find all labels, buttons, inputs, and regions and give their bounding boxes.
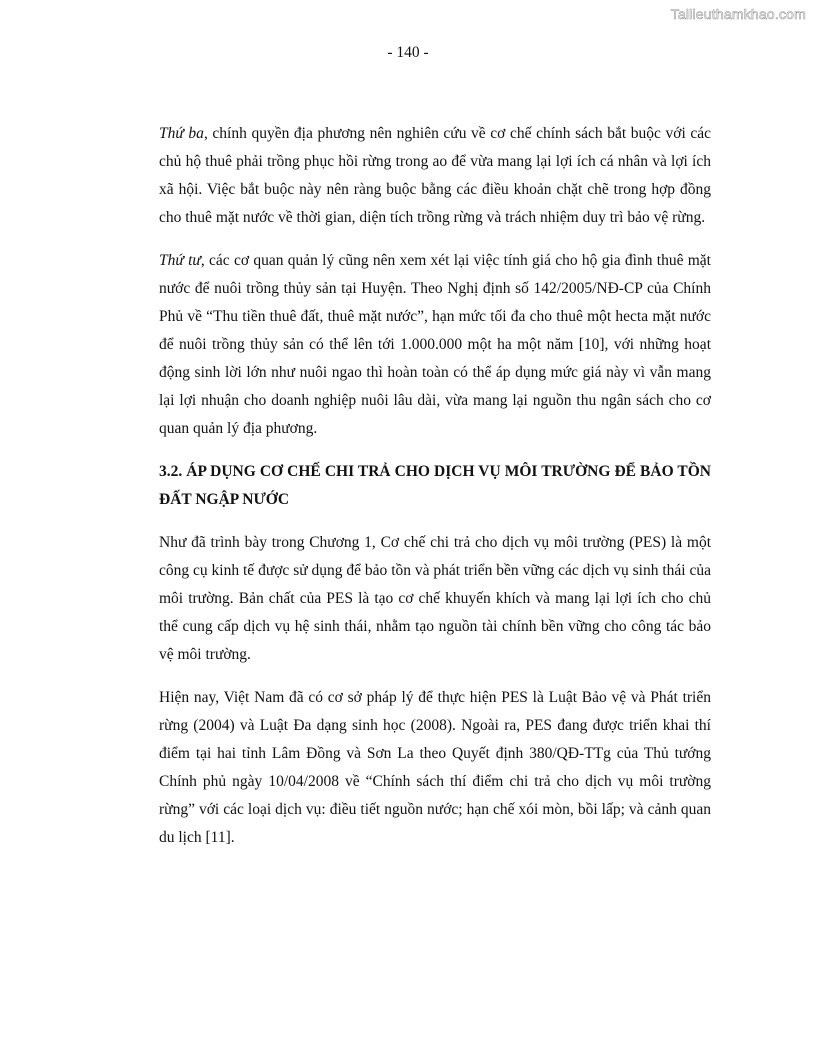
section-heading: 3.2. ÁP DỤNG CƠ CHẾ CHI TRẢ CHO DỊCH VỤ MÔI TRƯỜNG ĐỂ BẢO TỒN ĐẤT NGẬP NƯỚC (159, 463, 711, 508)
paragraph-text: , các cơ quan quản lý cũng nên xem xét lại việc tính giá cho hộ gia đình thuê mặt nước để nuôi trồng thủy sản tại Huyện. Theo Nghị định số 142/2005/NĐ-CP của Chính Phủ về “Thu tiền thuê đất, thuê mặt nước”, hạn mức tối đa cho thuê một hecta mặt nước để nuôi trồng thủy sản có thể lên tới 1.000.000 một ha một năm [10], với những hoạt động sinh lời lớn như nuôi ngao thì hoàn toàn có thể áp dụng mức giá này vì vẫn mang lại lợi nhuận cho doanh nghiệp nuôi lâu dài, vừa mang lại nguồn thu ngân sách cho cơ quan quản lý địa phương. (159, 252, 711, 437)
paragraph-pes-legal: Hiện nay, Việt Nam đã có cơ sở pháp lý để thực hiện PES là Luật Bảo vệ và Phát triển rừng (2004) và Luật Đa dạng sinh học (2008). Ngoài ra, PES đang được triển khai thí điểm tại hai tỉnh Lâm Đồng và Sơn La theo Quyết định 380/QĐ-TTg của Thủ tướng Chính phủ ngày 10/04/2008 về “Chính sách thí điểm chi trả cho dịch vụ môi trường rừng” với các loại dịch vụ: điều tiết nguồn nước; hạn chế xói mòn, bồi lấp; và cảnh quan du lịch [11]. (159, 689, 711, 846)
paragraph-thu-ba (159, 120, 711, 232)
document-body (159, 120, 711, 867)
paragraph-lead: Thứ ba (159, 125, 204, 142)
watermark: Tailieuthamkhao.com (670, 6, 806, 22)
paragraph-text: , chính quyền địa phương nên nghiên cứu về cơ chế chính sách bắt buộc với các chủ hộ thuê phải trồng phục hồi rừng trong ao để vừa mang lại lợi ích cá nhân và lợi ích xã hội. Việc bắt buộc này nên ràng buộc bằng các điều khoản chặt chẽ trong hợp đồng cho thuê mặt nước về thời gian, diện tích trồng rừng và trách nhiệm duy trì bảo vệ rừng. (159, 125, 711, 226)
paragraph-pes-intro: Như đã trình bày trong Chương 1, Cơ chế chi trả cho dịch vụ môi trường (PES) là một công cụ kinh tế được sử dụng để bảo tồn và phát triển bền vững các dịch vụ sinh thái của môi trường. Bản chất của PES là tạo cơ chế khuyến khích và mang lại lợi ích cho chủ thể cung cấp dịch vụ hệ sinh thái, nhằm tạo nguồn tài chính bền vững cho công tác bảo vệ môi trường. (159, 534, 711, 663)
page-number: - 140 - (387, 44, 429, 61)
paragraph-thu-tu (159, 247, 711, 443)
paragraph-lead: Thứ tư (159, 252, 201, 269)
